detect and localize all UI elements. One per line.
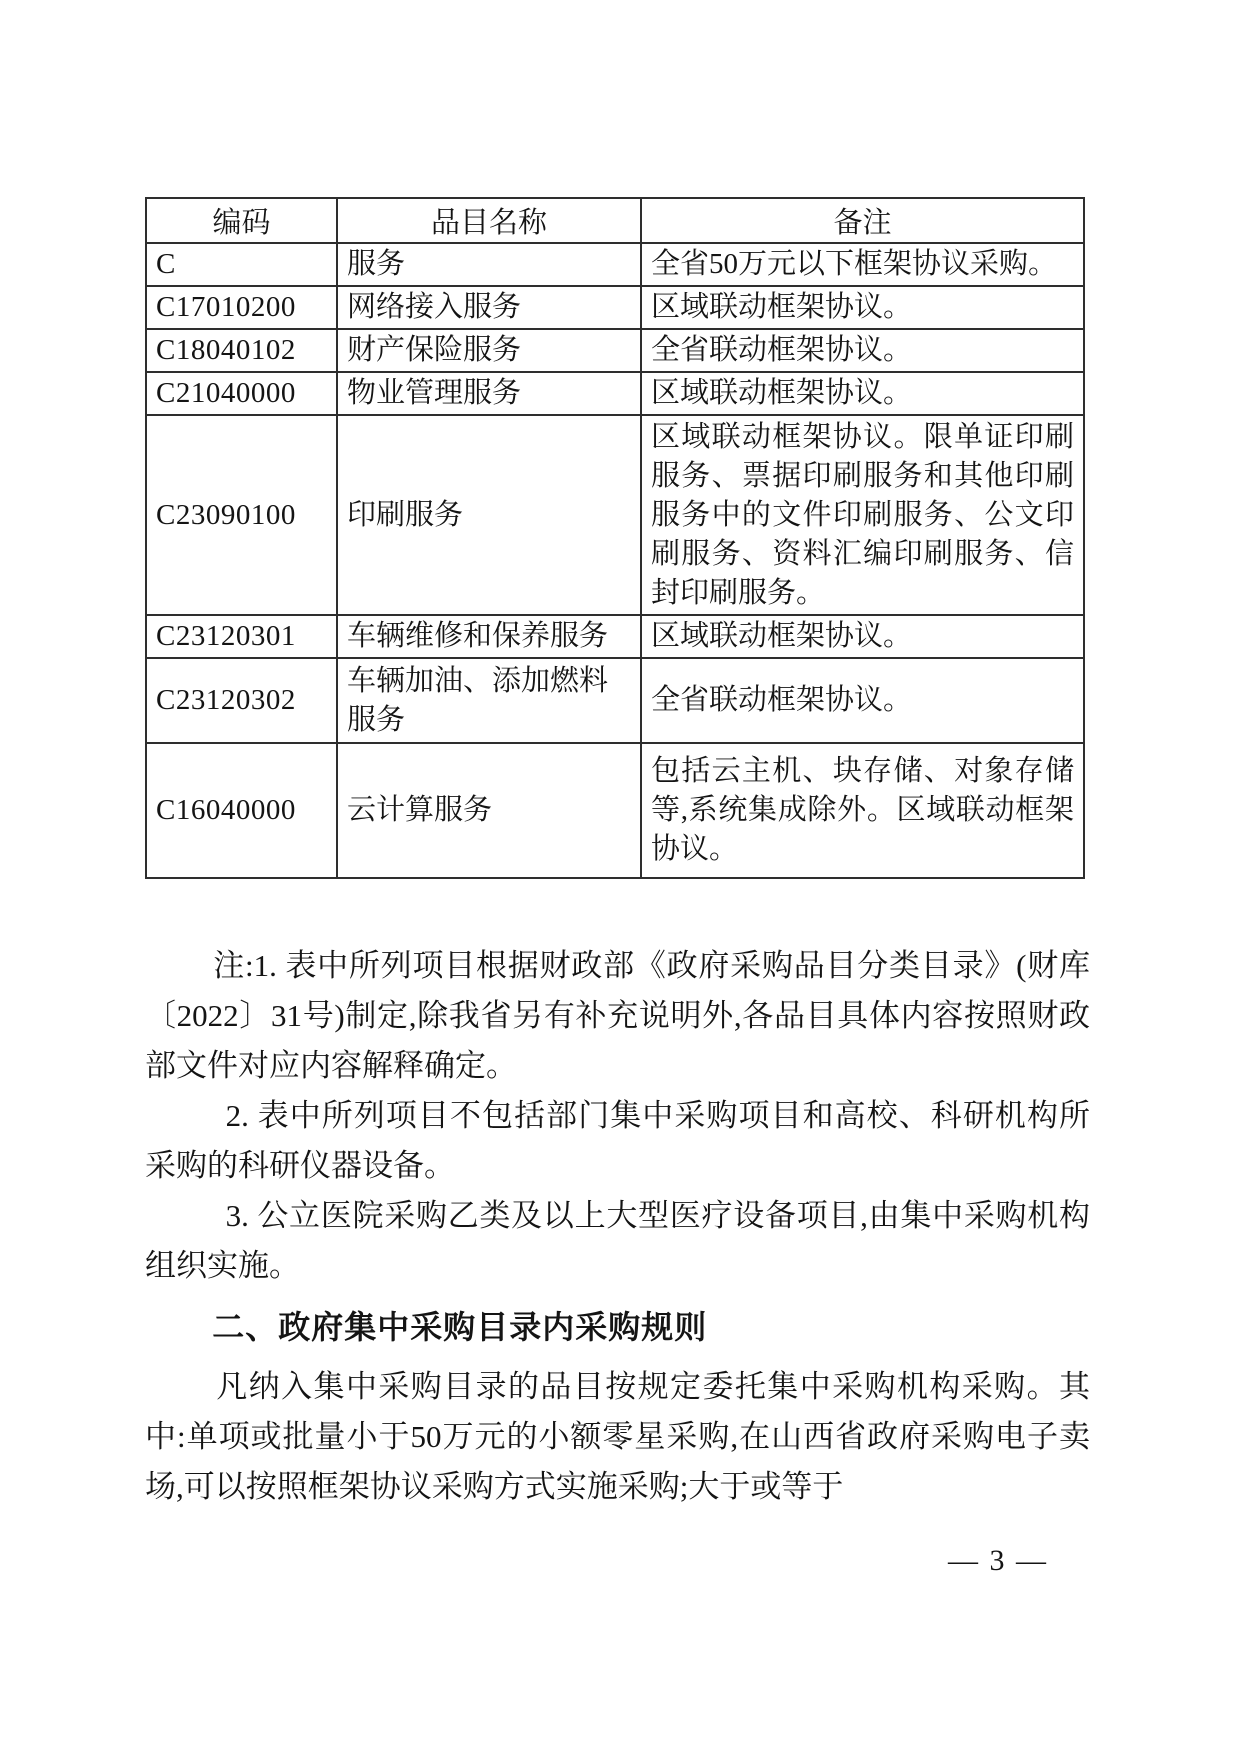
cell-code: C23120302 xyxy=(146,658,337,743)
column-header-code: 编码 xyxy=(146,198,337,243)
table-row xyxy=(146,286,1084,329)
cell-remark: 区域联动框架协议。 xyxy=(641,372,1084,415)
table-row xyxy=(146,615,1084,658)
table-notes xyxy=(145,941,1090,1291)
table-row xyxy=(146,372,1084,415)
cell-remark: 区域联动框架协议。限单证印刷服务、票据印刷服务和其他印刷服务中的文件印刷服务、公文印刷服务、资料汇编印刷服务、信封印刷服务。 xyxy=(641,415,1084,615)
cell-code: C16040000 xyxy=(146,743,337,878)
cell-remark: 区域联动框架协议。 xyxy=(641,286,1084,329)
table-row xyxy=(146,743,1084,878)
table-row xyxy=(146,329,1084,372)
column-header-remark: 备注 xyxy=(641,198,1084,243)
cell-name: 印刷服务 xyxy=(337,415,641,615)
page-content xyxy=(145,197,1090,1578)
body-paragraph: 凡纳入集中采购目录的品目按规定委托集中采购机构采购。其中:单项或批量小于50万元的小额零星采购,在山西省政府采购电子卖场,可以按照框架协议采购方式实施采购;大于或等于 xyxy=(145,1369,1090,1504)
page-number: — 3 — xyxy=(948,1544,1048,1577)
section-heading: 二、政府集中采购目录内采购规则 xyxy=(212,1309,708,1345)
note-1: 注:1. 表中所列项目根据财政部《政府采购品目分类目录》(财库〔2022〕31号)制定,除我省另有补充说明外,各品目具体内容按照财政部文件对应内容解释确定。 xyxy=(145,948,1090,1083)
cell-remark: 区域联动框架协议。 xyxy=(641,615,1084,658)
cell-name: 服务 xyxy=(337,243,641,286)
cell-name: 物业管理服务 xyxy=(337,372,641,415)
table-row xyxy=(146,658,1084,743)
cell-remark: 包括云主机、块存储、对象存储等,系统集成除外。区域联动框架协议。 xyxy=(641,743,1084,878)
cell-code: C xyxy=(146,243,337,286)
cell-name: 云计算服务 xyxy=(337,743,641,878)
note-3: 3. 公立医院采购乙类及以上大型医疗设备项目,由集中采购机构组织实施。 xyxy=(145,1198,1090,1283)
cell-name: 车辆加油、添加燃料服务 xyxy=(337,658,641,743)
procurement-catalog-table xyxy=(145,197,1085,879)
cell-code: C21040000 xyxy=(146,372,337,415)
cell-remark: 全省50万元以下框架协议采购。 xyxy=(641,243,1084,286)
cell-name: 财产保险服务 xyxy=(337,329,641,372)
cell-name: 车辆维修和保养服务 xyxy=(337,615,641,658)
cell-code: C23120301 xyxy=(146,615,337,658)
cell-code: C23090100 xyxy=(146,415,337,615)
cell-code: C17010200 xyxy=(146,286,337,329)
cell-name: 网络接入服务 xyxy=(337,286,641,329)
cell-code: C18040102 xyxy=(146,329,337,372)
table-header-row xyxy=(146,198,1084,243)
note-2: 2. 表中所列项目不包括部门集中采购项目和高校、科研机构所采购的科研仪器设备。 xyxy=(145,1098,1090,1183)
table-row xyxy=(146,243,1084,286)
cell-remark: 全省联动框架协议。 xyxy=(641,658,1084,743)
column-header-name: 品目名称 xyxy=(337,198,641,243)
table-row xyxy=(146,415,1084,615)
cell-remark: 全省联动框架协议。 xyxy=(641,329,1084,372)
